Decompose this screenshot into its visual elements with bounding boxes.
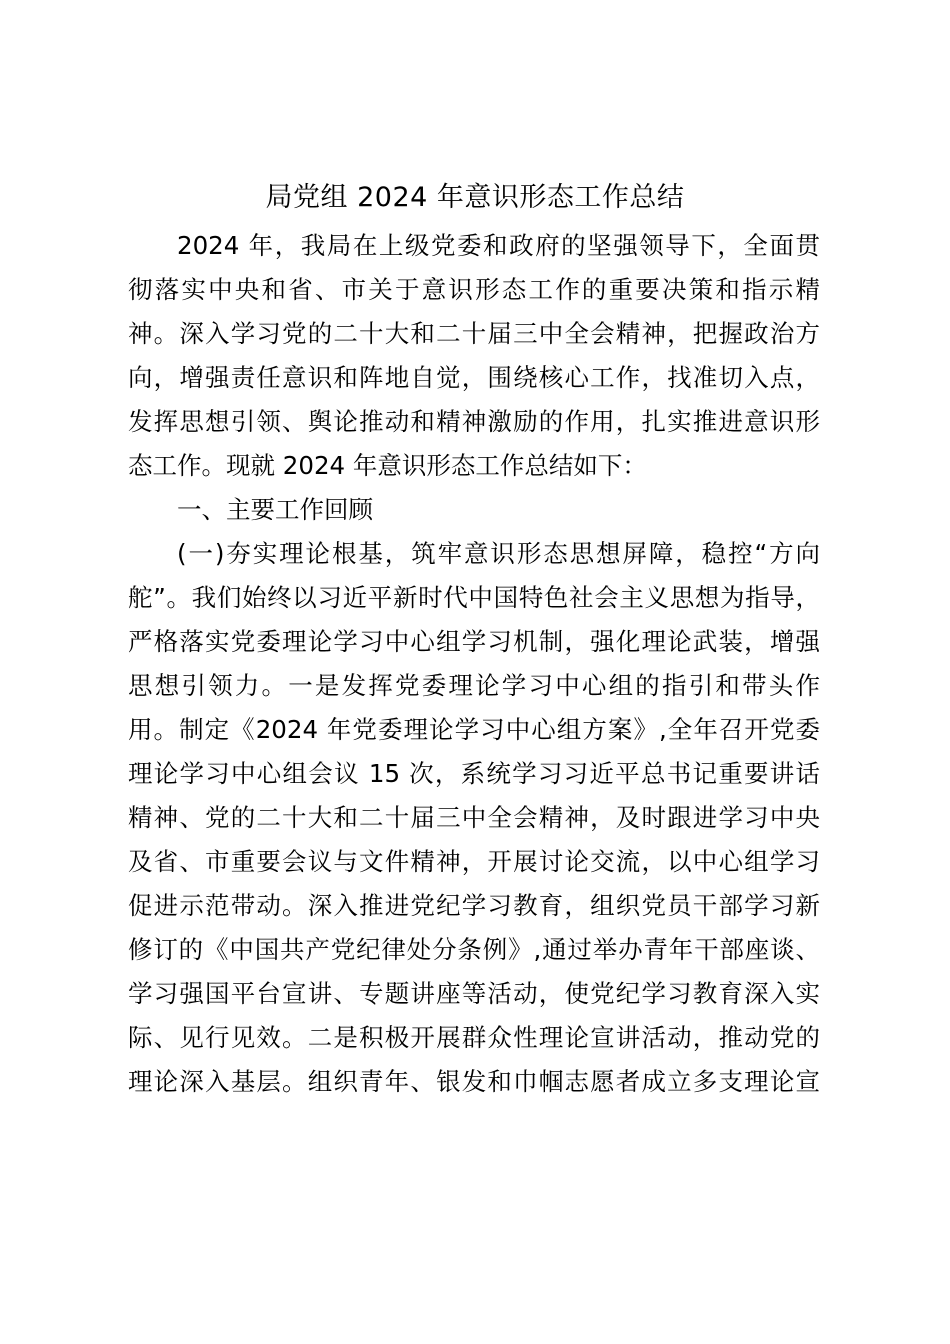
- section-heading: 一、主要工作回顾: [177, 495, 373, 524]
- paragraph-line: 理论深入基层。组织青年、银发和巾帼志愿者成立多支理论宣: [128, 1067, 820, 1096]
- paragraph-line: 严格落实党委理论学习中心组学习机制，强化理论武装，增强: [128, 627, 820, 656]
- paragraph-line: 态工作。现就 2024 年意识形态工作总结如下：: [128, 451, 647, 480]
- document-title: 局党组 2024 年意识形态工作总结: [265, 182, 685, 213]
- paragraph-line: (一)夯实理论根基，筑牢意识形态思想屏障，稳控“方向: [177, 539, 820, 568]
- paragraph-line: 理论学习中心组会议 15 次，系统学习习近平总书记重要讲话: [128, 759, 820, 788]
- paragraph-line: 促进示范带动。深入推进党纪学习教育，组织党员干部学习新: [128, 891, 820, 920]
- paragraph-line: 际、见行见效。二是积极开展群众性理论宣讲活动，推动党的: [128, 1023, 820, 1052]
- paragraph-line: 发挥思想引领、舆论推动和精神激励的作用，扎实推进意识形: [128, 407, 820, 436]
- paragraph-line: 精神、党的二十大和二十届三中全会精神，及时跟进学习中央: [128, 803, 820, 832]
- paragraph-line: 思想引领力。一是发挥党委理论学习中心组的指引和带头作: [128, 671, 820, 700]
- paragraph-line: 修订的《中国共产党纪律处分条例》,通过举办青年干部座谈、: [128, 935, 820, 964]
- paragraph-line: 2024 年，我局在上级党委和政府的坚强领导下，全面贯: [177, 231, 820, 260]
- paragraph-line: 及省、市重要会议与文件精神，开展讨论交流，以中心组学习: [128, 847, 820, 876]
- paragraph-line: 神。深入学习党的二十大和二十届三中全会精神，把握政治方: [128, 319, 820, 348]
- paragraph-line: 向，增强责任意识和阵地自觉，围绕核心工作，找准切入点，: [128, 363, 820, 392]
- paragraph-line: 学习强国平台宣讲、专题讲座等活动，使党纪学习教育深入实: [128, 979, 820, 1008]
- paragraph-line: 用。制定《2024 年党委理论学习中心组方案》,全年召开党委: [128, 715, 820, 744]
- paragraph-line: 舵”。我们始终以习近平新时代中国特色社会主义思想为指导，: [128, 583, 820, 612]
- paragraph-line: 彻落实中央和省、市关于意识形态工作的重要决策和指示精: [128, 275, 820, 304]
